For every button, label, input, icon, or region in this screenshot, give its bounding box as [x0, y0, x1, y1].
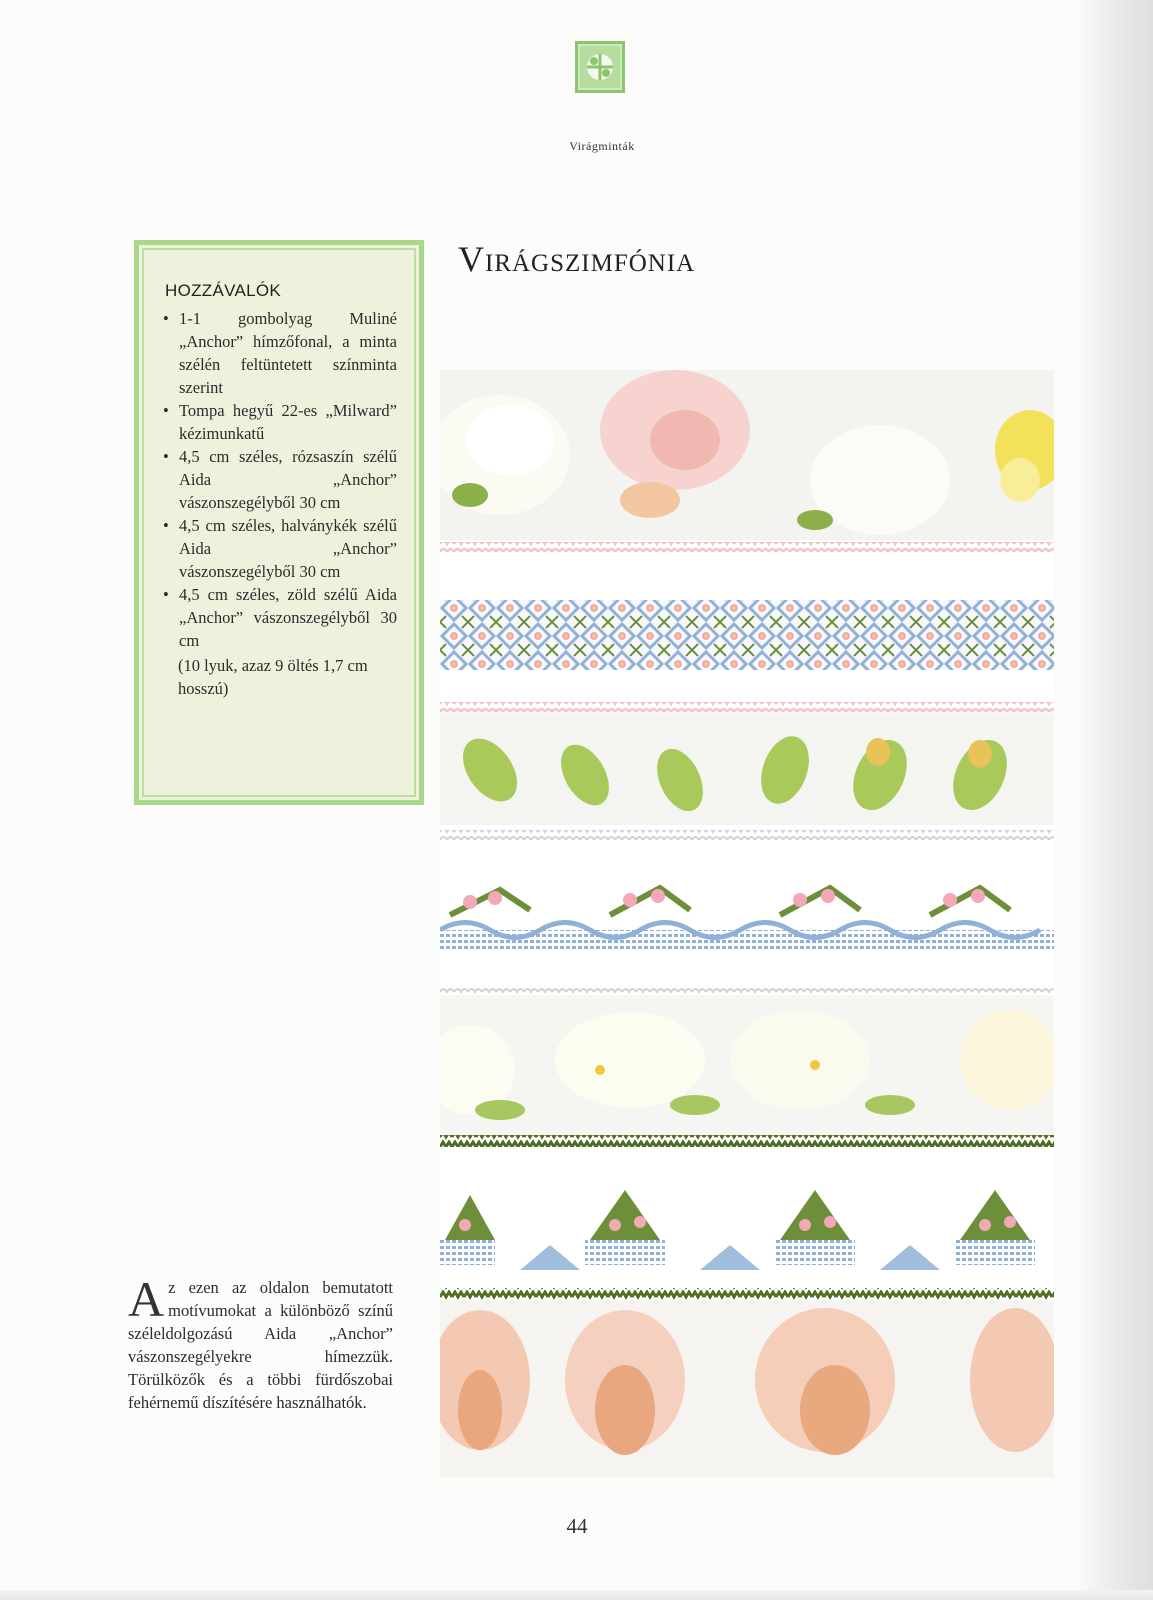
flower-logo-icon [575, 41, 625, 93]
ingredient-item: • 4,5 cm széles, zöld szélű Aida „Anchor” vászonszegélyből 30 cm [163, 583, 397, 652]
page-title: Virágszimfónia [458, 239, 696, 279]
ingredient-item: • Tompa hegyű 22-es „Milward” kézimunkatű [163, 399, 397, 445]
embroidered-ribbons-photo [440, 370, 1054, 1478]
dropcap: A [128, 1271, 165, 1327]
ingredients-heading: HOZZÁVALÓK [165, 281, 282, 300]
ingredient-item: • 4,5 cm széles, halványkék szélű Aida „Anchor” vászonszegélyből 30 cm [163, 514, 397, 583]
scan-edge [0, 1590, 1153, 1600]
page-edge-shadow [1078, 0, 1153, 1600]
ingredient-item: • 4,5 cm széles, rózsaszín szélű Aida „Anchor” vászonszegélyből 30 cm [163, 445, 397, 514]
ingredients-list [163, 307, 397, 652]
ingredients-note: (10 lyuk, azaz 9 öltés 1,7 cm hosszú) [178, 656, 368, 698]
section-header: Virágminták [569, 139, 635, 153]
ingredient-item: • 1-1 gombolyag Muliné „Anchor” hímzőfonal, a minta szélén feltüntetett színminta szerint [163, 307, 397, 399]
page-number: 44 [566, 1514, 588, 1538]
intro-paragraph [128, 1271, 393, 1414]
intro-text: z ezen az oldalon bemutatott motívumokat a különböző színű széleldolgozású Aida „Anchor” vászonszegélyekre hímezzük. Törülközők és a többi fürdőszobai fehérnemű díszítésére használhatók. [128, 1278, 393, 1412]
